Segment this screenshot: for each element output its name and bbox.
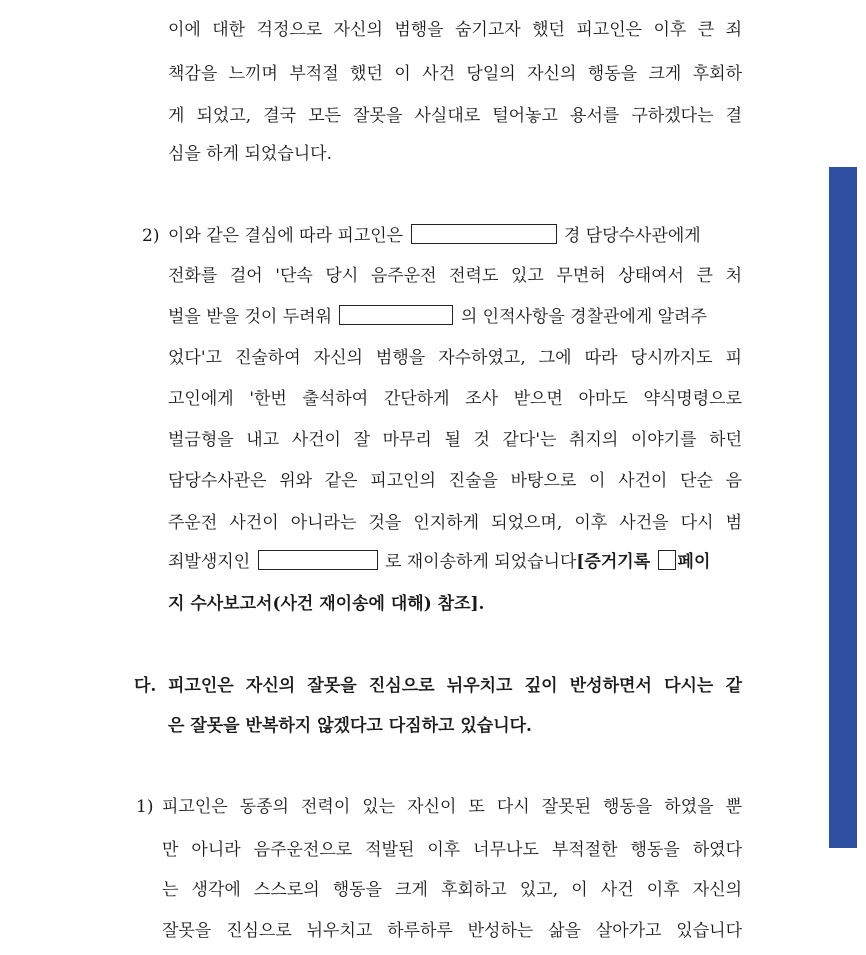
redacted-page-box <box>658 550 676 570</box>
item2-line9-text-b: 로 재이송하게 되었습니다 <box>384 552 577 572</box>
item1-number: 1) <box>136 797 154 817</box>
item2-line1-text-b: 경 담당수사관에게 <box>563 226 701 246</box>
intro-line-4: 심을 하게 되었습니다. <box>168 144 333 164</box>
section-da-heading-line-2: 은 잘못을 반복하지 않겠다고 다짐하고 있습니다. <box>168 716 532 736</box>
item1-line-3: 는 생각에 스스로의 행동을 크게 후회하고 있고, 이 사건 이후 자신의 <box>162 880 742 900</box>
section-da-heading-line-1: 피고인은 자신의 잘못을 진심으로 뉘우치고 깊이 반성하면서 다시는 같 <box>168 676 742 696</box>
evidence-reference-page: 페이 <box>677 552 711 572</box>
item2-line3-text-a: 벌을 받을 것이 두려워 <box>168 307 333 327</box>
item1-line-4: 잘못을 진심으로 뉘우치고 하루하루 반성하는 삶을 살아가고 있습니다 <box>162 921 742 941</box>
item2-line-3 <box>168 305 742 329</box>
item2-line3-text-b: 의 인적사항을 경찰관에게 알려주 <box>460 307 707 327</box>
item1-line-1: 피고인은 동종의 전력이 있는 자신이 또 다시 잘못된 행동을 하였을 뿐 <box>162 797 742 817</box>
item2-line9-text-a: 죄발생지인 <box>168 552 251 572</box>
item2-line-8: 주운전 사건이 아니라는 것을 인지하게 되었으며, 이후 사건을 다시 범 <box>168 513 742 533</box>
item2-line-6: 벌금형을 내고 사건이 잘 마무리 될 것 같다'는 취지의 이야기를 하던 <box>168 430 742 450</box>
redacted-location-box <box>258 550 378 570</box>
item2-line-5: 고인에게 '한번 출석하여 간단하게 조사 받으면 아마도 약식명령으로 <box>168 389 742 409</box>
item1-line-2: 만 아니라 음주운전으로 적발된 이후 너무나도 부적절한 행동을 하였다 <box>162 840 742 860</box>
intro-line-2: 책감을 느끼며 부적절 했던 이 사건 당일의 자신의 행동을 크게 후회하 <box>168 64 742 84</box>
evidence-reference-open: [증거기록 <box>576 552 651 572</box>
item2-number: 2) <box>142 226 160 246</box>
intro-line-3: 게 되었고, 결국 모든 잘못을 사실대로 털어놓고 용서를 구하겠다는 결 <box>168 106 742 126</box>
item2-line-9 <box>168 550 742 574</box>
redacted-date-box <box>411 224 557 244</box>
redacted-name-box <box>339 305 453 325</box>
item2-line-4: 었다'고 진술하여 자신의 범행을 자수하였고, 그에 따라 당시까지도 피 <box>168 348 742 368</box>
item2-line-7: 담당수사관은 위와 같은 피고인의 진술을 바탕으로 이 사건이 단순 음 <box>168 471 742 491</box>
item2-line1-text-a: 이와 같은 결심에 따라 피고인은 <box>168 226 404 246</box>
side-index-tab <box>829 167 857 848</box>
item2-line-1 <box>168 224 742 248</box>
item2-line-2: 전화를 걸어 '단속 당시 음주운전 전력도 있고 무면허 상태여서 큰 처 <box>168 266 742 286</box>
item2-line-10: 지 수사보고서(사건 재이송에 대해) 참조]. <box>168 594 485 614</box>
intro-line-1: 이에 대한 걱정으로 자신의 범행을 숨기고자 했던 피고인은 이후 큰 죄 <box>168 20 742 40</box>
section-da-marker: 다. <box>134 676 157 696</box>
